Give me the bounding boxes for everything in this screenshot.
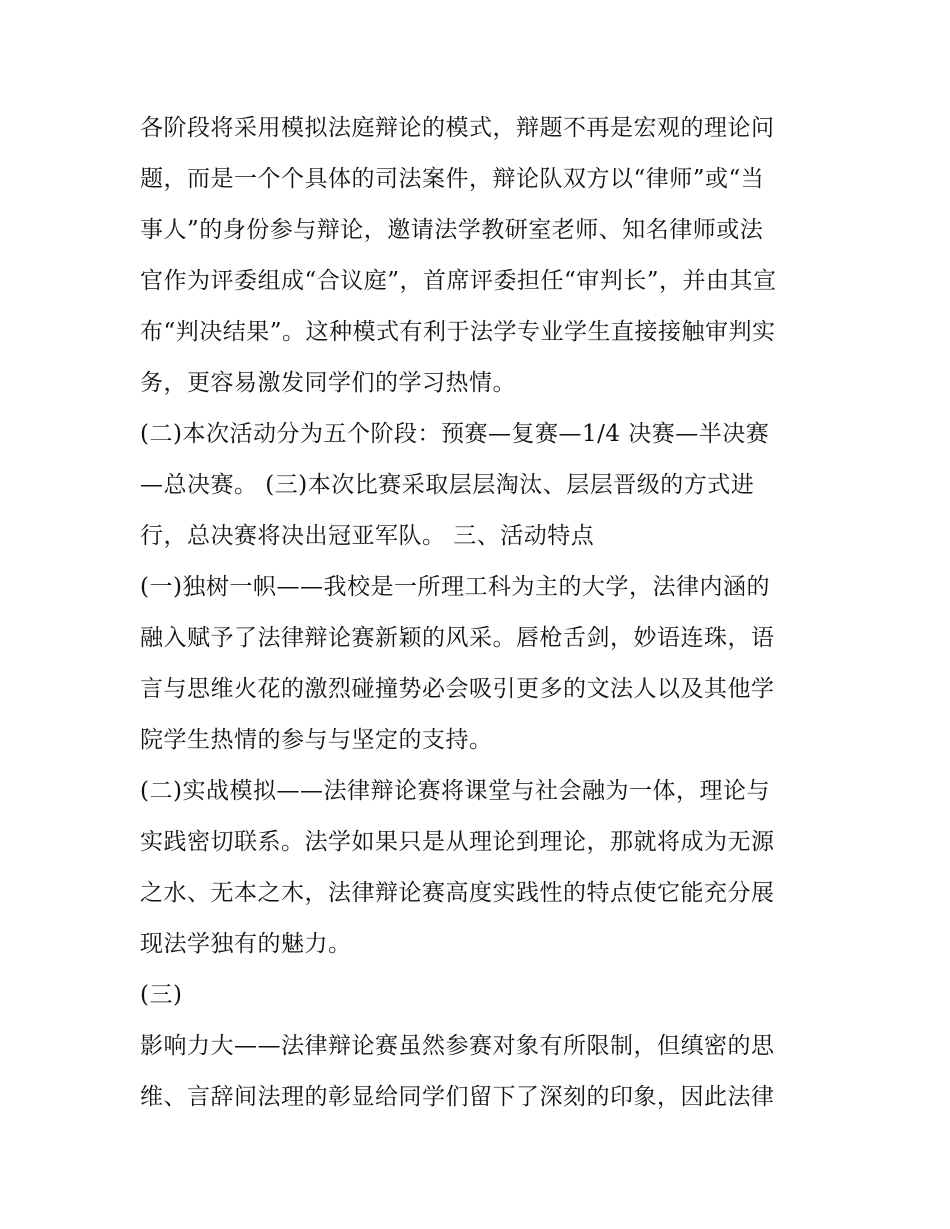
text-line: 维、言辞间法理的彰显给同学们留下了深刻的印象，因此法律 (140, 1084, 775, 1110)
text-line: 院学生热情的参与与坚定的支持。 (140, 727, 493, 753)
text-line: (二)实战模拟——法律辩论赛将课堂与社会融为一体，理论与 (140, 778, 770, 804)
text-line: (一)独树一帜——我校是一所理工科为主的大学，法律内涵的 (140, 574, 770, 600)
text-line: 现法学独有的魅力。 (140, 931, 352, 957)
text-line: 实践密切联系。法学如果只是从理论到理论，那就将成为无源 (140, 829, 775, 855)
text-line: 言与思维火花的激烈碰撞势必会吸引更多的文法人以及其他学 (140, 676, 775, 702)
text-line: 务，更容易激发同学们的学习热情。 (140, 370, 516, 396)
text-line: 融入赋予了法律辩论赛新颖的风采。唇枪舌剑，妙语连珠，语 (140, 625, 775, 651)
text-line: 事人”的身份参与辩论，邀请法学教研室老师、知名律师或法 (140, 217, 764, 243)
text-line: —总决赛。 (三)本次比赛采取层层淘汰、层层晋级的方式进 (140, 472, 755, 498)
text-line: (二)本次活动分为五个阶段：预赛—复赛—1/4 决赛—半决赛 (140, 421, 770, 447)
text-line: 题，而是一个个具体的司法案件，辩论队双方以“律师”或“当 (140, 166, 765, 192)
text-line: (三) (140, 982, 183, 1008)
text-line: 官作为评委组成“合议庭”，首席评委担任“审判长”，并由其宣 (140, 268, 777, 294)
text-line: 行，总决赛将决出冠亚军队。 三、活动特点 (140, 523, 595, 549)
document-body (140, 103, 830, 1123)
text-line: 布“判决结果”。这种模式有利于法学专业学生直接接触审判实 (140, 319, 776, 345)
text-line: 之水、无本之木，法律辩论赛高度实践性的特点使它能充分展 (140, 880, 775, 906)
text-line: 影响力大——法律辩论赛虽然参赛对象有所限制，但缜密的思 (140, 1033, 775, 1059)
text-line: 各阶段将采用模拟法庭辩论的模式，辩题不再是宏观的理论问 (140, 115, 775, 141)
